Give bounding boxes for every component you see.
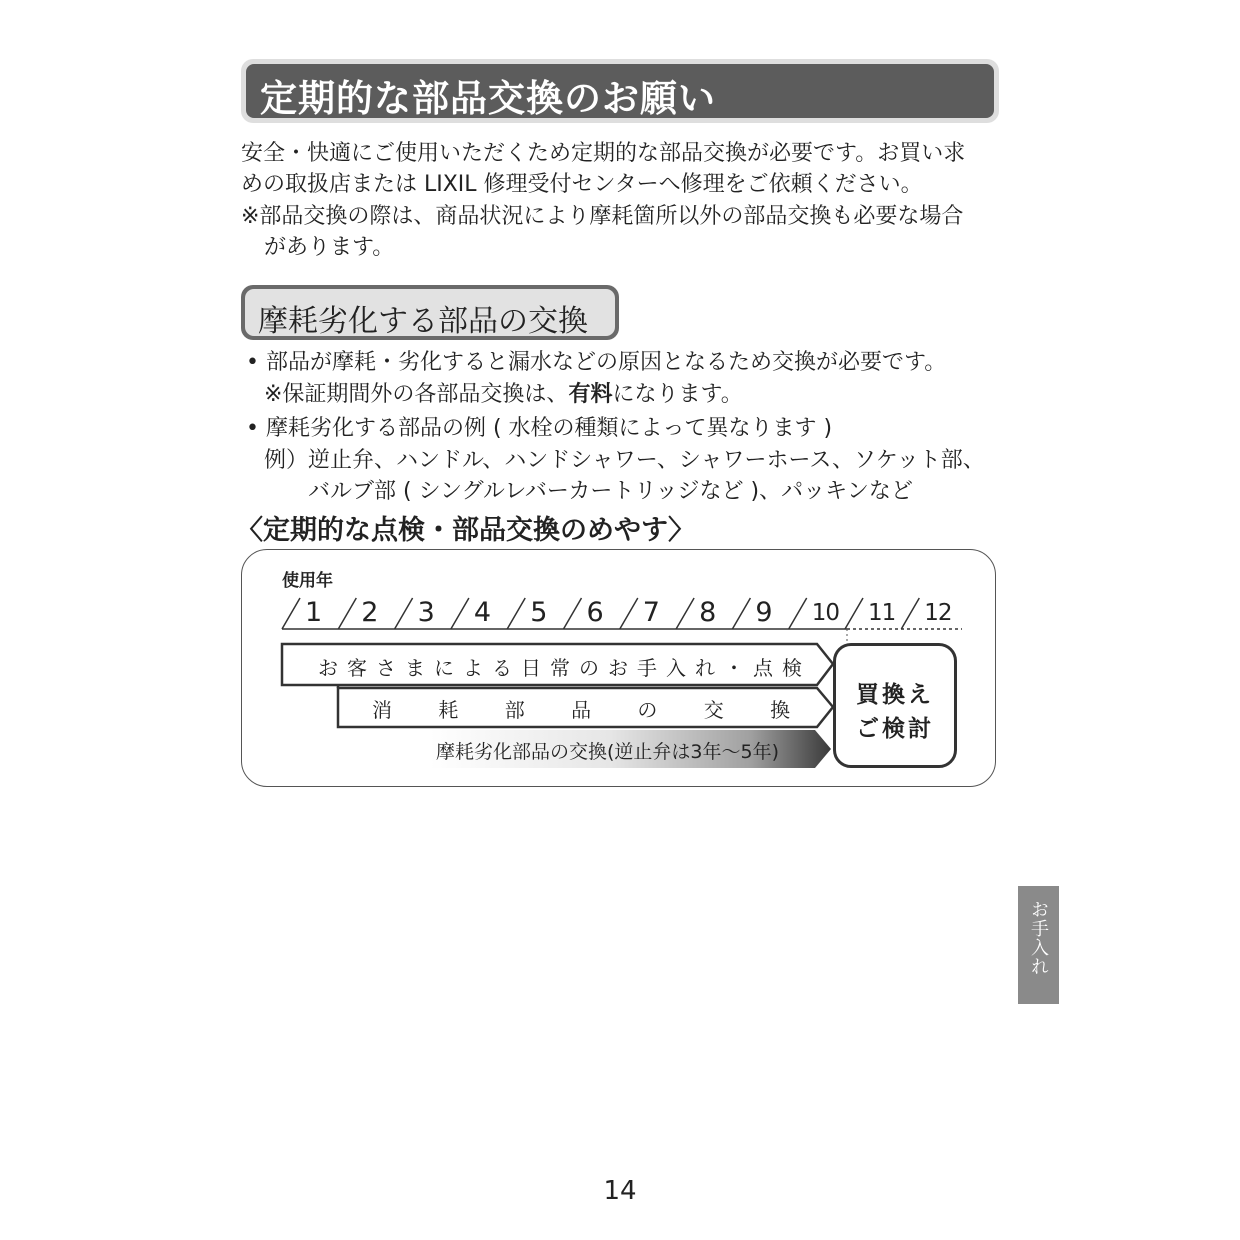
replace-consider-box <box>833 643 957 768</box>
year-number: 3 <box>417 597 435 628</box>
year-slash <box>845 598 863 629</box>
year-number: 2 <box>361 597 379 628</box>
intro-line-2: めの取扱店または LIXIL 修理受付センターへ修理をご依頼ください。 <box>241 172 923 197</box>
replace-line-1: 買換え <box>856 682 934 708</box>
year-number: 8 <box>699 597 717 628</box>
chart-heading: 〈定期的な点検・部品交換のめやす〉 <box>236 515 695 546</box>
bar-consumables-label-text: 消 耗 部 品 の 交 換 <box>372 698 791 722</box>
replace-line-2: ご検討 <box>856 716 934 742</box>
side-tab-label: お手入れ <box>1028 900 1049 976</box>
year-number: 11 <box>868 600 896 626</box>
year-label: 使用年 <box>282 571 333 591</box>
year-number: 5 <box>530 597 548 628</box>
year-number: 6 <box>586 597 604 628</box>
year-slash <box>901 598 919 629</box>
side-tab-care[interactable] <box>1018 886 1059 1004</box>
year-slash <box>620 598 638 629</box>
intro-note-line-2: があります。 <box>264 235 395 260</box>
section-heading: 摩耗劣化する部品の交換 <box>258 304 588 339</box>
bullet-2: • 摩耗劣化する部品の例 ( 水栓の種類によって異なります ) <box>246 416 833 441</box>
year-slash <box>282 598 300 629</box>
year-number: 7 <box>642 597 660 628</box>
year-slash <box>451 598 469 629</box>
bar-daily-care-label: お客さまによる日常のお手入れ・点検 <box>318 656 811 680</box>
bullet-1: • 部品が摩耗・劣化すると漏水などの原因となるため交換が必要です。 <box>246 350 947 375</box>
year-slash <box>564 598 582 629</box>
year-slash <box>395 598 413 629</box>
bullet-1-note-bold: 有料 <box>568 382 613 407</box>
year-slash <box>732 598 750 629</box>
bar-wear-parts-label: 摩耗劣化部品の交換(逆止弁は3年〜5年) <box>436 741 780 763</box>
page-title: 定期的な部品交換のお願い <box>260 77 716 120</box>
year-slash <box>789 598 807 629</box>
year-number: 1 <box>305 597 323 628</box>
example-line-2: バルブ部 ( シングルレバーカートリッジなど )、パッキンなど <box>308 479 913 504</box>
year-slash <box>338 598 356 629</box>
year-number: 10 <box>811 600 839 626</box>
bullet-1-note-post: になります。 <box>612 382 743 407</box>
year-slash <box>676 598 694 629</box>
year-number: 12 <box>924 600 952 626</box>
year-slash <box>507 598 525 629</box>
year-number: 9 <box>755 597 773 628</box>
bar-consumables-label <box>372 694 790 723</box>
year-number: 4 <box>473 597 492 628</box>
bullet-1-note-pre: ※保証期間外の各部品交換は、 <box>264 382 569 407</box>
example-line-1: 例）逆止弁、ハンドル、ハンドシャワー、シャワーホース、ソケット部、 <box>264 448 985 473</box>
page-number: 14 <box>603 1176 637 1206</box>
intro-note-line-1: ※部品交換の際は、商品状況により摩耗箇所以外の部品交換も必要な場合 <box>241 204 964 229</box>
intro-line-1: 安全・快適にご使用いただくため定期的な部品交換が必要です。お買い求 <box>241 141 966 166</box>
